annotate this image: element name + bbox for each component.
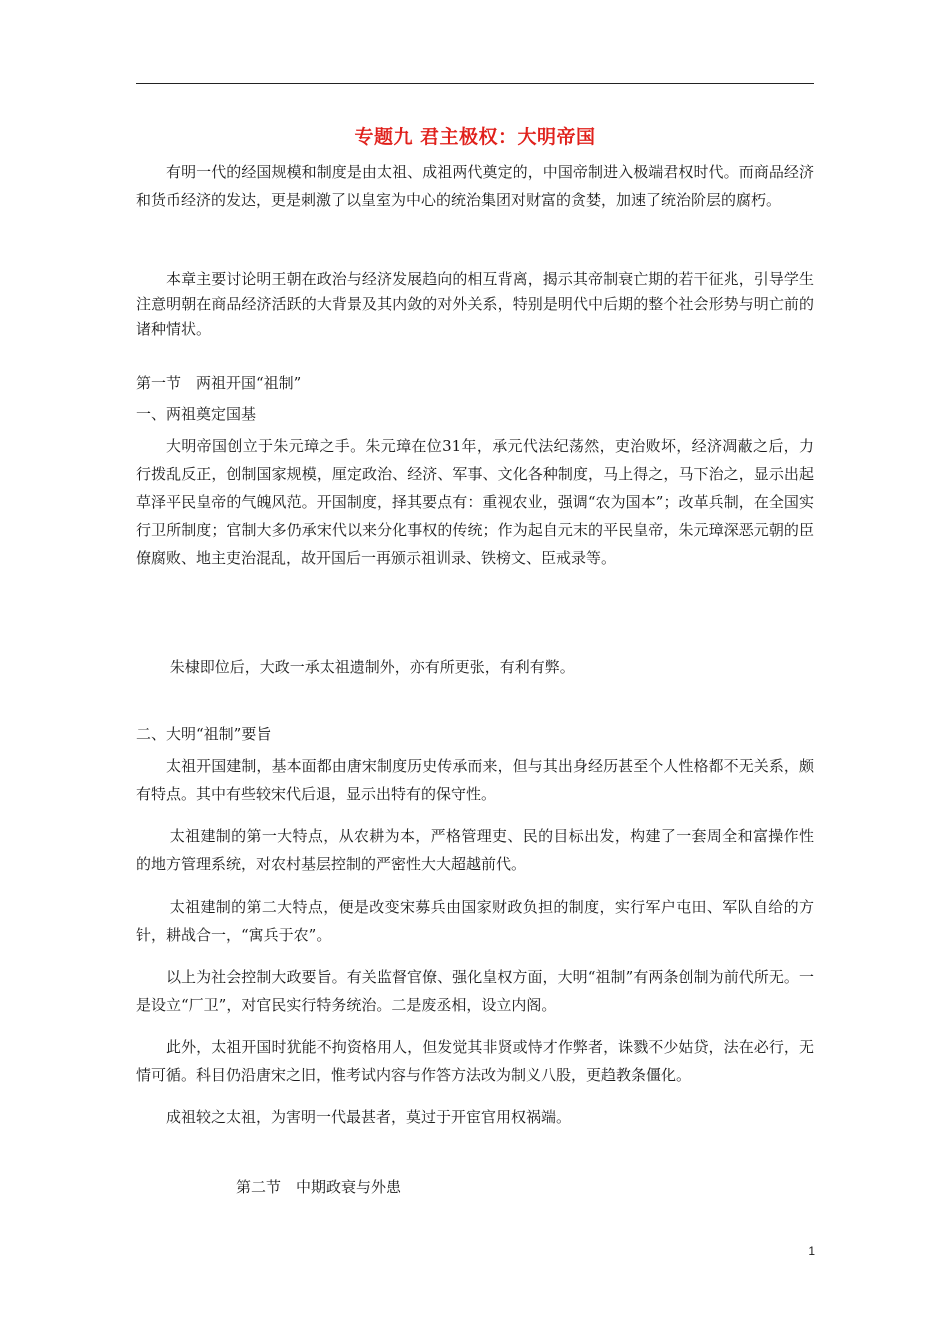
section-1-heading: 第一节 两祖开国“祖制” bbox=[136, 374, 302, 392]
section-2-heading: 第二节 中期政衰与外患 bbox=[236, 1178, 402, 1196]
subsection-1-heading: 一、两祖奠定国基 bbox=[136, 405, 257, 423]
page-title: 专题九 君主极权：大明帝国 bbox=[354, 126, 596, 148]
subsection-2-paragraph-6: 成祖较之太祖，为害明一代最甚者，莫过于开宦官用权祸端。 bbox=[166, 1108, 572, 1126]
subsection-2-paragraph-1: 太祖开国建制，基本面都由唐宋制度历史传承而来，但与其出身经历甚至个人性格都不无关系，颇有特点。其中有些较宋代后退，显示出特有的保守性。 bbox=[136, 757, 814, 803]
subsection-2-paragraph-4: 以上为社会控制大政要旨。有关监督官僚、强化皇权方面，大明“祖制”有两条创制为前代所无。一是设立“厂卫”，对官民实行特务统治。二是废丞相，设立内阁。 bbox=[136, 968, 814, 1014]
subsection-2-paragraph-2: 太祖建制的第一大特点，从农耕为本，严格管理吏、民的目标出发，构建了一套周全和富操作性的地方管理系统，对农村基层控制的严密性大大超越前代。 bbox=[136, 827, 814, 873]
intro-paragraph-2: 本章主要讨论明王朝在政治与经济发展趋向的相互背离，揭示其帝制衰亡期的若干征兆，引导学生注意明朝在商品经济活跃的大背景及其内敛的对外关系，特别是明代中后期的整个社会形势与明亡前的诸种情状。 bbox=[136, 270, 814, 338]
subsection-2-paragraph-5: 此外，太祖开国时犹能不拘资格用人，但发觉其非贤或恃才作弊者，诛戮不少姑贷，法在必行，无情可循。科目仍沿唐宋之旧，惟考试内容与作答方法改为制义八股，更趋教条僵化。 bbox=[136, 1038, 814, 1084]
intro-paragraph-1: 有明一代的经国规模和制度是由太祖、成祖两代奠定的，中国帝制进入极端君权时代。而商品经济和货币经济的发达，更是刺激了以皇室为中心的统治集团对财富的贪婪，加速了统治阶层的腐朽。 bbox=[136, 163, 814, 209]
page-number: 1 bbox=[808, 1244, 815, 1258]
subsection-2-heading: 二、大明“祖制”要旨 bbox=[136, 725, 272, 743]
subsection-1-paragraph-1: 大明帝国创立于朱元璋之手。朱元璋在位31年，承元代法纪荡然，吏治败坏，经济凋蔽之后，力行拨乱反正，创制国家规模，厘定政治、经济、军事、文化各种制度，马上得之，马下治之，显示出起草泽平民皇帝的气魄风范。开国制度，择其要点有：重视农业，强调“农为国本”；改革兵制，在全国实行卫所制度；官制大多仍承宋代以来分化事权的传统；作为起自元末的平民皇帝，朱元璋深恶元朝的臣僚腐败、地主吏治混乱，故开国后一再颁示祖训录、铁榜文、臣戒录等。 bbox=[136, 437, 814, 567]
subsection-2-paragraph-3: 太祖建制的第二大特点，便是改变宋募兵由国家财政负担的制度，实行军户屯田、军队自给的方针，耕战合一，“寓兵于农”。 bbox=[136, 898, 814, 944]
header-rule bbox=[136, 83, 814, 84]
subsection-1-paragraph-2: 朱棣即位后，大政一承太祖遗制外，亦有所更张，有利有弊。 bbox=[169, 658, 575, 676]
